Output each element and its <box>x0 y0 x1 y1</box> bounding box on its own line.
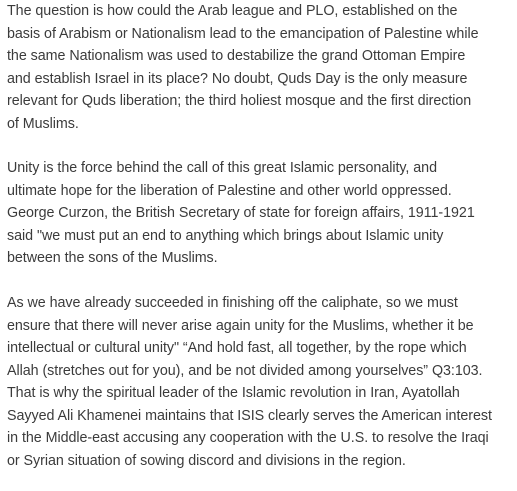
text-line: That is why the spiritual leader of the Islamic revolution in Iran, Ayatollah <box>7 385 460 401</box>
text-line: or Syrian situation of sowing discord and divisions in the region. <box>7 452 406 469</box>
text-line: intellectual or cultural unity" “And hold fast, all together, by the rope which <box>7 340 467 356</box>
text-line: George Curzon, the British Secretary of state for foreign affairs, 1911-1921 <box>7 205 475 221</box>
paragraph-3 <box>7 292 492 472</box>
paragraph-2 <box>7 157 475 270</box>
text-line: ensure that there will never arise again unity for the Muslims, whether it be <box>7 317 474 334</box>
text-line: the same Nationalism was used to destabilize the grand Ottoman Empire <box>7 48 466 64</box>
text-line: and establish Israel in its place? No doubt, Quds Day is the only measure <box>7 70 468 87</box>
text-line: As we have already succeeded in finishing off the caliphate, so we must <box>7 295 458 311</box>
text-line: Sayyed Ali Khamenei maintains that ISIS clearly serves the American interest <box>7 407 492 424</box>
text-line: between the sons of the Muslims. <box>7 250 218 266</box>
text-line: of Muslims. <box>7 115 79 132</box>
text-line: relevant for Quds liberation; the third holiest mosque and the first direction <box>7 93 472 109</box>
text-line: The question is how could the Arab league and PLO, established on the <box>7 3 458 19</box>
paragraph-1 <box>7 0 478 135</box>
text-line: in the Middle-east accusing any cooperation with the U.S. to resolve the Iraqi <box>7 430 489 446</box>
text-line: basis of Arabism or Nationalism lead to the emancipation of Palestine while <box>7 25 479 42</box>
text-line: ultimate hope for the liberation of Palestine and other world oppressed. <box>7 182 452 199</box>
text-line: Allah (stretches out for you), and be not divided among yourselves” Q3:103. <box>7 362 483 379</box>
text-line: said "we must put an end to anything which brings about Islamic unity <box>7 227 444 244</box>
text-line: Unity is the force behind the call of this great Islamic personality, and <box>7 160 437 176</box>
